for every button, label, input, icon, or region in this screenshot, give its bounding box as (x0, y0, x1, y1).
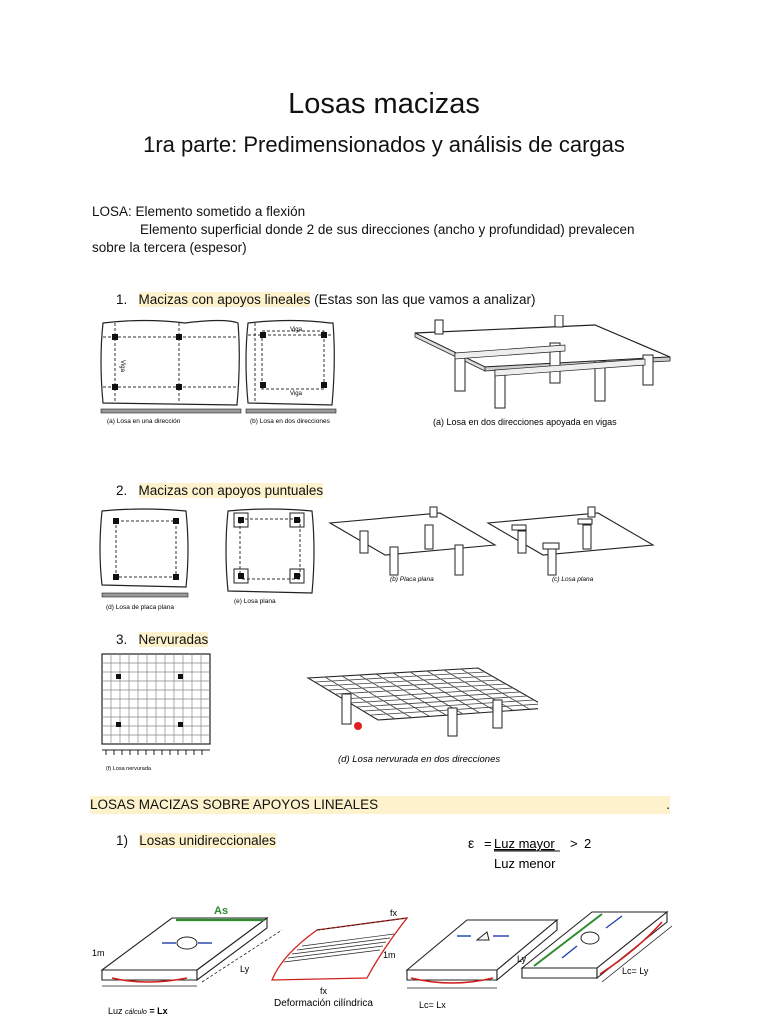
page-subtitle: 1ra parte: Predimensionados y análisis de cargas (143, 132, 625, 157)
ly-label: Ly (240, 964, 250, 974)
ribbed-slab-3d (308, 668, 538, 765)
figure-slabs-on-beams (95, 315, 675, 435)
formula-denominator: Luz menor (494, 856, 556, 871)
epsilon-symbol: ε (468, 835, 475, 851)
plan-one-way (101, 321, 241, 426)
plan-flat-plate (100, 509, 188, 611)
flat-slab-3d (488, 507, 653, 583)
as-label: As (214, 905, 229, 917)
definition-line-1: LOSA: Elemento sometido a flexión (92, 204, 306, 219)
list-item-rest: (Estas son las que vamos a analizar) (310, 292, 536, 307)
slab-3d-on-beams (415, 315, 670, 427)
figure-one-way-slab (92, 900, 672, 1022)
figure-point-supports (98, 505, 668, 615)
slenderness-formula (462, 830, 612, 875)
caption-f: (f) Losa nervurada (106, 766, 151, 772)
flat-plate-3d (330, 507, 495, 583)
list-item-highlight: Macizas con apoyos lineales (138, 292, 311, 307)
formula-value: 2 (584, 836, 592, 851)
ly-label-2: Ly (517, 954, 527, 964)
beam-label: Viga (290, 391, 302, 397)
beam-label: Viga (290, 327, 302, 333)
one-meter-label-2: 1m (383, 950, 396, 960)
caption-b: (b) Losa en dos direcciones (250, 418, 330, 425)
greater-than: > (570, 836, 578, 851)
lc-lx-label: Lc= Lx (419, 1000, 446, 1010)
red-dot-marker (354, 722, 362, 730)
section-heading-text: LOSAS MACIZAS SOBRE APOYOS LINEALES (90, 797, 379, 812)
slab-with-rebar (92, 905, 282, 1016)
list-item-highlight: Nervuradas (138, 632, 209, 647)
one-meter-label: 1m (92, 948, 105, 958)
caption-c: (a) Losa en dos direcciones apoyada en vigas (433, 417, 617, 427)
lc-ly-label: Lc= Ly (622, 966, 649, 976)
plan-ribbed (102, 654, 210, 772)
definition-line-2: Elemento superficial donde 2 de sus direcciones (ancho y profundidad) prevalecen (140, 222, 635, 237)
definition-line-3: sobre la tercera (espesor) (92, 240, 247, 255)
subsection-label: Losas unidireccionales (139, 833, 276, 848)
list-item-number: 1. (116, 292, 128, 307)
list-item-number: 2. (116, 483, 128, 498)
caption-d: (d) Losa de placa plana (106, 604, 174, 611)
equals-sign: = (484, 836, 492, 851)
section-heading (90, 796, 670, 814)
plan-two-way (246, 321, 336, 426)
section-heading-dot: . (666, 797, 670, 812)
formula-numerator: Luz mayor (494, 836, 555, 851)
subsection-number: 1) (116, 833, 129, 848)
caption-c2: (c) Losa plana (552, 576, 594, 583)
subsection-item (116, 832, 276, 850)
deformation-label: Deformación cilíndrica (274, 998, 373, 1009)
caption-b2: (b) Placa plana (390, 576, 434, 583)
figure-ribbed-slabs (98, 650, 538, 775)
list-item (116, 291, 535, 309)
list-item (116, 482, 323, 500)
list-item-highlight: Macizas con apoyos puntuales (138, 483, 324, 498)
caption-a: (a) Losa en una dirección (107, 418, 181, 425)
fx-label-top: fx (390, 908, 398, 918)
caption-d3: (d) Losa nervurada en dos direcciones (338, 754, 501, 765)
plan-flat-slab (226, 509, 314, 605)
page-title: Losas macizas (288, 88, 480, 120)
beam-label: Viga (119, 360, 125, 372)
fx-label-bottom: fx (320, 986, 328, 996)
list-item-number: 3. (116, 632, 128, 647)
luz-calc-label: Luz cálculo = Lx (108, 1006, 168, 1016)
caption-e: (e) Losa plana (234, 598, 276, 605)
list-item (116, 631, 208, 649)
